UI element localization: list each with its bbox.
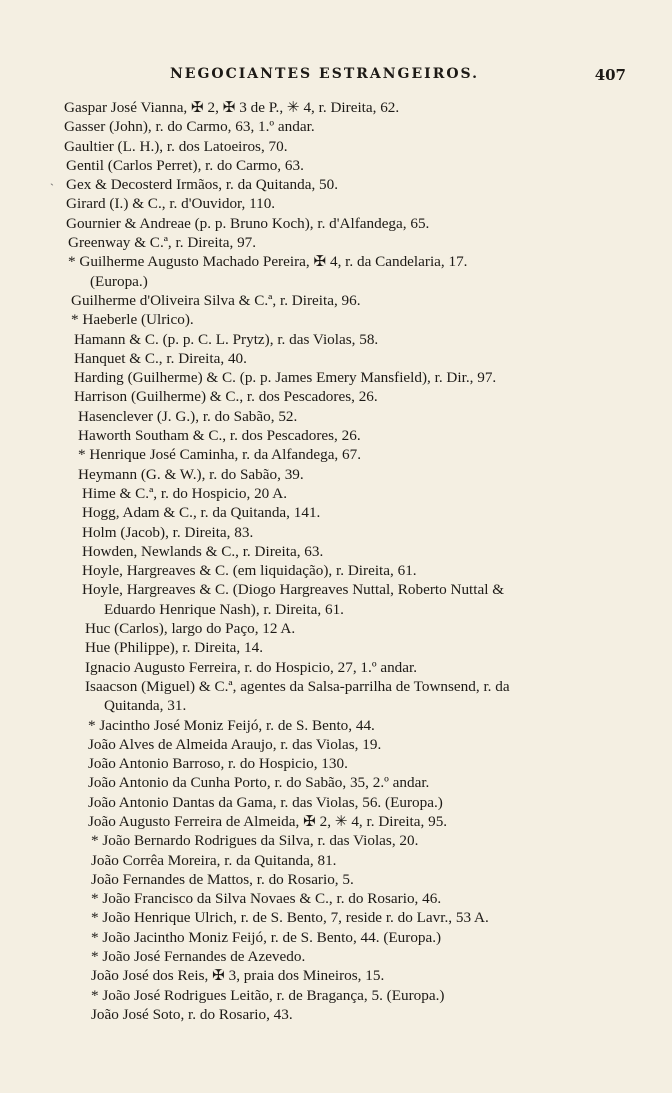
list-item: Hanquet & C., r. Direita, 40. bbox=[74, 349, 247, 367]
merchant-list bbox=[64, 98, 630, 1024]
list-item: * Henrique José Caminha, r. da Alfandega, 67. bbox=[78, 446, 362, 464]
list-item: Ignacio Augusto Ferreira, r. do Hospicio, 27, 1.º andar. bbox=[85, 658, 418, 676]
list-item: Gentil (Carlos Perret), r. do Carmo, 63. bbox=[66, 156, 304, 174]
list-item: * João Bernardo Rodrigues da Silva, r. das Violas, 20. bbox=[91, 832, 419, 850]
list-item: Gaultier (L. H.), r. dos Latoeiros, 70. bbox=[64, 137, 288, 155]
list-item: Guilherme d'Oliveira Silva & C.ª, r. Direita, 96. bbox=[71, 291, 361, 309]
list-item: * João José Rodrigues Leitão, r. de Bragança, 5. (Europa.) bbox=[91, 986, 445, 1004]
list-item: João Antonio Dantas da Gama, r. das Violas, 56. (Europa.) bbox=[88, 793, 443, 811]
list-item: Holm (Jacob), r. Direita, 83. bbox=[82, 523, 254, 541]
list-item: João José dos Reis, ✠ 3, praia dos Mineiros, 15. bbox=[91, 967, 385, 985]
list-item: Gex & Decosterd Irmãos, r. da Quitanda, 50. bbox=[66, 176, 339, 194]
list-item: Gaspar José Vianna, ✠ 2, ✠ 3 de P., ✳ 4, r. Direita, 62. bbox=[64, 99, 400, 116]
list-item: João Antonio da Cunha Porto, r. do Sabão, 35, 2.º andar. bbox=[88, 774, 430, 792]
list-item: João Augusto Ferreira de Almeida, ✠ 2, ✳ 4, r. Direita, 95. bbox=[88, 812, 448, 830]
list-item: Isaacson (Miguel) & C.ª, agentes da Salsa-parrilha de Townsend, r. da bbox=[85, 677, 510, 695]
list-item: Hue (Philippe), r. Direita, 14. bbox=[85, 639, 263, 657]
list-item: * João Henrique Ulrich, r. de S. Bento, 7, reside r. do Lavr., 53 A. bbox=[91, 909, 489, 927]
page-number: 407 bbox=[594, 66, 626, 84]
list-item: Hime & C.ª, r. do Hospicio, 20 A. bbox=[82, 484, 288, 502]
list-item: Harrison (Guilherme) & C., r. dos Pescadores, 26. bbox=[74, 388, 378, 406]
list-item: Girard (I.) & C., r. d'Ouvidor, 110. bbox=[66, 195, 276, 213]
list-item: João Antonio Barroso, r. do Hospicio, 130. bbox=[88, 755, 348, 773]
list-item: * Guilherme Augusto Machado Pereira, ✠ 4, r. da Candelaria, 17. bbox=[68, 253, 468, 271]
list-item: João Alves de Almeida Araujo, r. das Violas, 19. bbox=[88, 735, 382, 753]
list-item: Huc (Carlos), largo do Paço, 12 A. bbox=[85, 620, 296, 638]
list-item: * João Francisco da Silva Novaes & C., r. do Rosario, 46. bbox=[91, 890, 442, 908]
list-item: Harding (Guilherme) & C. (p. p. James Emery Mansfield), r. Dir., 97. bbox=[74, 369, 497, 387]
page-header bbox=[60, 66, 626, 88]
list-item: Hoyle, Hargreaves & C. (Diogo Hargreaves Nuttal, Roberto Nuttal & bbox=[82, 581, 505, 599]
list-item: Heymann (G. & W.), r. do Sabão, 39. bbox=[78, 465, 304, 483]
list-item: João Fernandes de Mattos, r. do Rosario, 5. bbox=[91, 870, 354, 888]
list-item: Greenway & C.ª, r. Direita, 97. bbox=[68, 234, 257, 252]
list-item: Haworth Southam & C., r. dos Pescadores, 26. bbox=[78, 427, 361, 445]
list-item: * Jacintho José Moniz Feijó, r. de S. Bento, 44. bbox=[88, 716, 375, 734]
list-item: Hogg, Adam & C., r. da Quitanda, 141. bbox=[82, 504, 321, 522]
list-item: Hasenclever (J. G.), r. do Sabão, 52. bbox=[78, 407, 298, 425]
list-item: Gournier & Andreae (p. p. Bruno Koch), r. d'Alfandega, 65. bbox=[66, 214, 430, 232]
margin-mark: ˎ bbox=[50, 172, 54, 186]
list-item: Hamann & C. (p. p. C. L. Prytz), r. das Violas, 58. bbox=[74, 330, 379, 348]
list-item: * Haeberle (Ulrico). bbox=[71, 311, 194, 329]
list-item: Howden, Newlands & C., r. Direita, 63. bbox=[82, 542, 324, 560]
list-item-continuation: (Europa.) bbox=[90, 272, 148, 290]
running-title: NEGOCIANTES ESTRANGEIROS. bbox=[170, 66, 480, 82]
list-item: * João José Fernandes de Azevedo. bbox=[91, 948, 306, 966]
list-item: Gasser (John), r. do Carmo, 63, 1.º andar. bbox=[64, 118, 315, 136]
list-item-continuation: Quitanda, 31. bbox=[104, 697, 187, 715]
list-item: Hoyle, Hargreaves & C. (em liquidação), r. Direita, 61. bbox=[82, 562, 417, 580]
list-item: * João Jacintho Moniz Feijó, r. de S. Bento, 44. (Europa.) bbox=[91, 928, 442, 946]
list-item: João Corrêa Moreira, r. da Quitanda, 81. bbox=[91, 851, 337, 869]
list-item: João José Soto, r. do Rosario, 43. bbox=[91, 1005, 293, 1023]
list-item-continuation: Eduardo Henrique Nash), r. Direita, 61. bbox=[104, 600, 344, 618]
